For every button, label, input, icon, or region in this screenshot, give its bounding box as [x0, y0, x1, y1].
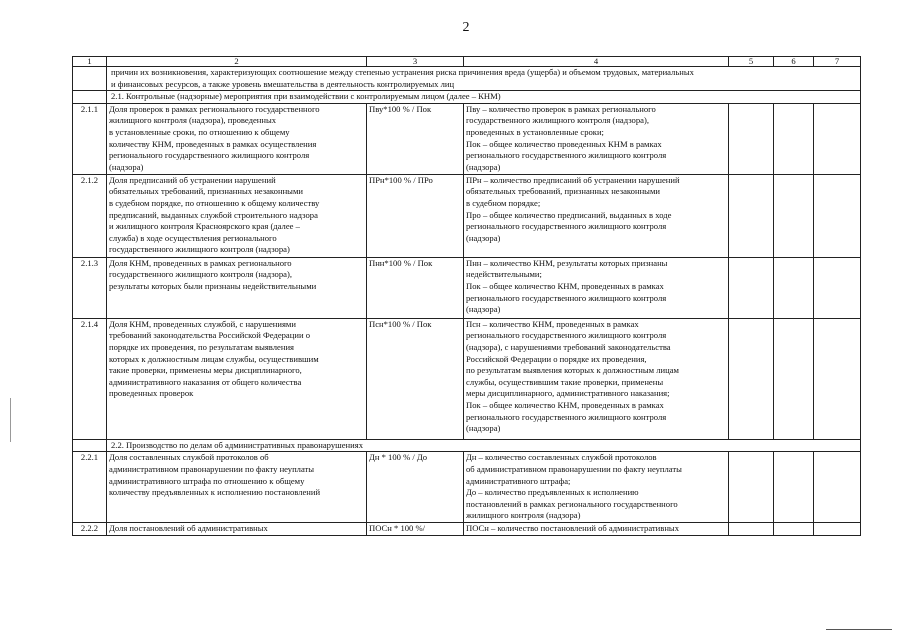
empty-cell — [774, 257, 814, 318]
empty-cell — [814, 318, 861, 439]
empty-cell — [774, 452, 814, 523]
indicator-name: Доля предписаний об устранении нарушений обязательных требований, признанных незаконными в судебном порядке, по отношению к общему количеству предписаний, выданных службой строительного надзора и жилищного контроля Красноярского края (далее – служба) в ходе осуществления регионального государственного жилищного контроля (надзора) — [107, 174, 367, 257]
scan-corner-line — [826, 629, 892, 630]
indicator-formula: Пнн*100 % / Пок — [367, 257, 464, 318]
header-cell: 7 — [814, 57, 861, 67]
row-number: 2.1.3 — [73, 257, 107, 318]
row-number: 2.2.2 — [73, 523, 107, 536]
table-row — [73, 174, 861, 257]
empty-cell — [774, 318, 814, 439]
indicator-description: Пву – количество проверок в рамках регионального государственного жилищного контроля (надзора), проведенных в установленные сроки; Пок – общее количество проведенных КНМ в рамках регионального государственного жилищного контроля (надзора) — [464, 103, 729, 174]
empty-cell — [729, 452, 774, 523]
indicator-name: Доля проверок в рамках регионального государственного жилищного контроля (надзора), проведенных в установленные сроки, по отношению к общему количеству КНМ, проведенных в рамках осуществления регионального государственного жилищного контроля (надзора) — [107, 103, 367, 174]
empty-cell — [814, 103, 861, 174]
header-cell: 1 — [73, 57, 107, 67]
empty-cell — [774, 174, 814, 257]
empty-cell — [814, 523, 861, 536]
indicator-name: Доля постановлений об административных — [107, 523, 367, 536]
table-row — [73, 523, 861, 536]
table-row — [73, 318, 861, 439]
row-number: 2.1.4 — [73, 318, 107, 439]
table-row — [73, 257, 861, 318]
indicator-description: ПОСн – количество постановлений об административных — [464, 523, 729, 536]
empty-cell — [729, 174, 774, 257]
empty-cell — [729, 257, 774, 318]
empty-cell — [774, 103, 814, 174]
header-cell: 6 — [774, 57, 814, 67]
indicator-formula: ПРн*100 % / ПРо — [367, 174, 464, 257]
section-row — [73, 439, 861, 452]
section-row — [73, 91, 861, 104]
empty-cell — [774, 523, 814, 536]
indicator-description: Псн – количество КНМ, проведенных в рамках регионального государственного жилищного контроля (надзора), с нарушениями требований законодательства Российской Федерации о порядке их проведения, по результатам выявления которых к должностным лицам службы, осуществившим такие проверки, применены меры дисциплинарного, административного наказания; Пок – общее количество КНМ, проведенных в рамках регионального государственного жилищного контроля (надзора) — [464, 318, 729, 439]
header-cell: 3 — [367, 57, 464, 67]
section-title: 2.2. Производство по делам об административных правонарушениях — [107, 439, 861, 452]
header-cell: 5 — [729, 57, 774, 67]
indicator-description: ПРн – количество предписаний об устранении нарушений обязательных требований, признанных незаконными в судебном порядке; Про – общее количество предписаний, выданных в ходе регионального государственного жилищного контроля (надзора) — [464, 174, 729, 257]
indicator-formula: Псн*100 % / Пок — [367, 318, 464, 439]
table-row — [73, 103, 861, 174]
indicator-formula: Пву*100 % / Пок — [367, 103, 464, 174]
page-number: 2 — [462, 20, 470, 35]
indicator-name: Доля составленных службой протоколов об административном правонарушении по факту неуплаты административного штрафа по отношению к общему количеству предъявленных к исполнению постановлений — [107, 452, 367, 523]
empty-cell — [814, 452, 861, 523]
empty-cell — [814, 257, 861, 318]
row-number: 2.1.1 — [73, 103, 107, 174]
intro-row — [73, 67, 861, 91]
header-cell: 4 — [464, 57, 729, 67]
row-number: 2.1.2 — [73, 174, 107, 257]
empty-cell — [729, 318, 774, 439]
indicator-description: Дн – количество составленных службой протоколов об административном правонарушении по факту неуплаты административного штрафа; До – количество предъявленных к исполнению постановлений в рамках регионального государственного жилищного контроля (надзора) — [464, 452, 729, 523]
indicator-formula: Дн * 100 % / До — [367, 452, 464, 523]
indicator-formula: ПОСн * 100 %/ — [367, 523, 464, 536]
header-row — [73, 57, 861, 67]
row-number: 2.2.1 — [73, 452, 107, 523]
empty-cell — [814, 174, 861, 257]
scan-margin-mark — [10, 398, 11, 442]
table-row — [73, 452, 861, 523]
indicators-table — [72, 56, 861, 536]
empty-cell — [729, 103, 774, 174]
indicator-description: Пнн – количество КНМ, результаты которых признаны недействительными; Пок – общее количество КНМ, проведенных в рамках регионального государственного жилищного контроля (надзора) — [464, 257, 729, 318]
header-cell: 2 — [107, 57, 367, 67]
section-title: 2.1. Контрольные (надзорные) мероприятия при взаимодействии с контролируемым лицом (далее – КНМ) — [107, 91, 861, 104]
indicator-name: Доля КНМ, проведенных в рамках регионального государственного жилищного контроля (надзора), результаты которых были признаны недействительными — [107, 257, 367, 318]
indicator-name: Доля КНМ, проведенных службой, с нарушениями требований законодательства Российской Федерации о порядке их проведения, по результатам выявления которых к должностным лицам службы, осуществившим такие проверки, применены меры дисциплинарного, административного наказания от общего количества проведенных проверок — [107, 318, 367, 439]
intro-text: причин их возникновения, характеризующих соотношение между степенью устранения риска причинения вреда (ущерба) и объемом трудовых, материальных и финансовых ресурсов, а также уровень вмешательства в деятельность контролируемых лиц — [107, 67, 861, 91]
empty-cell — [729, 523, 774, 536]
